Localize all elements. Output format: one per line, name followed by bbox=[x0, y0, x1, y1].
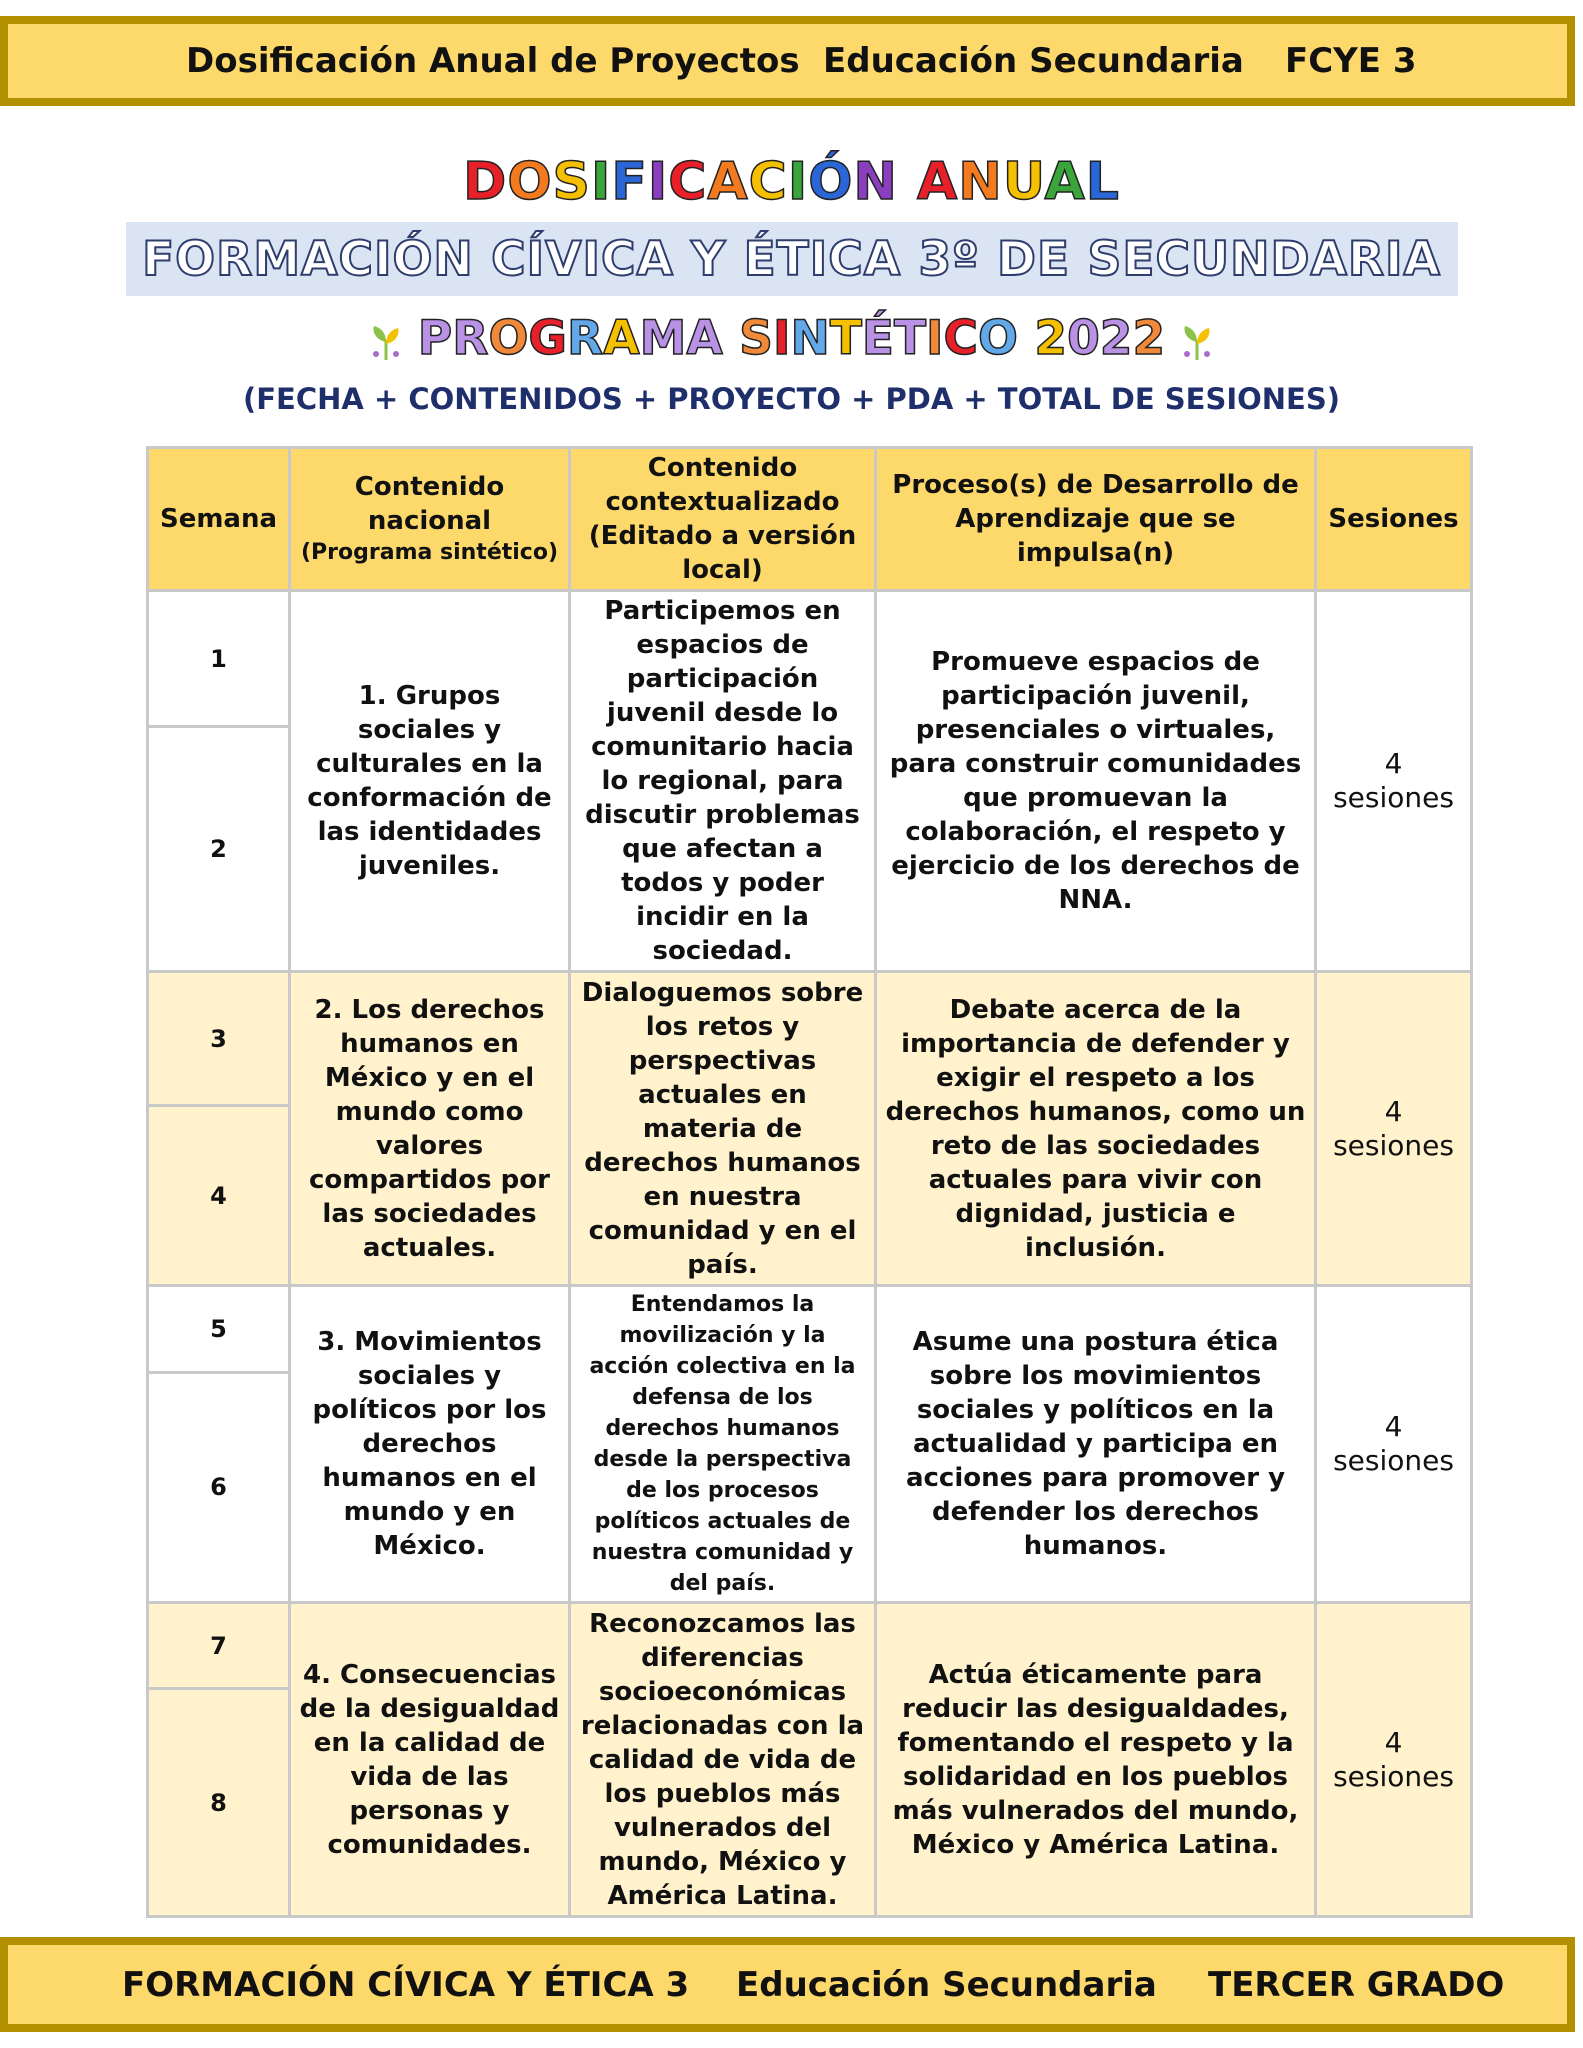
title-letter: L bbox=[1085, 152, 1120, 212]
title-letter: A bbox=[917, 152, 959, 212]
sesiones-label: sesiones bbox=[1333, 1128, 1454, 1162]
title-line1 bbox=[0, 150, 1583, 214]
title-letter: N bbox=[790, 311, 830, 366]
title-letter: O bbox=[488, 311, 529, 366]
pda-cell: Asume una postura ética sobre los movimientos sociales y políticos en la actualidad y participa en acciones para promover y defender los derechos humanos. bbox=[876, 1286, 1316, 1603]
sesiones-count: 4 bbox=[1384, 747, 1403, 780]
title-letter: O bbox=[978, 311, 1019, 366]
sesiones-cell bbox=[1316, 1286, 1472, 1603]
header-semana: Semana bbox=[148, 448, 290, 591]
week-cell: 1 bbox=[148, 591, 290, 727]
title-letter: A bbox=[1044, 152, 1086, 212]
title-letter: Ó bbox=[808, 152, 854, 212]
title-line3 bbox=[0, 304, 1583, 374]
title-letter: 2 bbox=[1099, 311, 1133, 366]
sesiones-count: 4 bbox=[1384, 1410, 1403, 1443]
title-letter: A bbox=[686, 311, 723, 366]
title-letter: C bbox=[748, 152, 788, 212]
title-line2: FORMACIÓN CÍVICA Y ÉTICA 3º DE SECUNDARIA bbox=[142, 231, 1441, 287]
week-cell: 6 bbox=[148, 1372, 290, 1602]
sesiones-count: 4 bbox=[1384, 1725, 1403, 1759]
contenido-nacional-cell: 1. Grupos sociales y culturales en la conformación de las identidades juveniles. bbox=[290, 591, 570, 972]
footer-left: FORMACIÓN CÍVICA Y ÉTICA 3 bbox=[122, 1964, 690, 2005]
title-letter: R bbox=[452, 311, 489, 366]
header-band bbox=[0, 16, 1575, 106]
proyecto-cell: Dialoguemos sobre los retos y perspectivas actuales en materia de derechos humanos en nuestra comunidad y en el país. bbox=[570, 972, 876, 1286]
title-letter bbox=[1018, 311, 1034, 366]
title-letter: N bbox=[958, 152, 1003, 212]
footer-band bbox=[0, 1937, 1575, 2032]
sesiones-cell bbox=[1316, 1603, 1472, 1917]
title-letter: I bbox=[590, 152, 612, 212]
week-cell: 5 bbox=[148, 1286, 290, 1373]
header-contenido-nacional bbox=[290, 448, 570, 591]
title-letter: R bbox=[567, 311, 604, 366]
title-letter bbox=[898, 152, 917, 212]
contenido-nacional-cell: 2. Los derechos humanos en México y en el mundo como valores compartidos por las sociedades actuales. bbox=[290, 972, 570, 1286]
title-letter: U bbox=[1002, 152, 1045, 212]
title-letter: I bbox=[926, 311, 944, 366]
dosification-table bbox=[146, 446, 1473, 1918]
header-pda: Proceso(s) de Desarrollo de Aprendizaje que se impulsa(n) bbox=[876, 448, 1316, 591]
sprout-icon bbox=[366, 322, 406, 362]
title-letter: O bbox=[507, 152, 553, 212]
title-letter: S bbox=[552, 152, 591, 212]
footer-right: TERCER GRADO bbox=[1208, 1964, 1505, 2005]
sesiones-label: sesiones bbox=[1333, 781, 1454, 814]
week-cell: 3 bbox=[148, 972, 290, 1106]
header-center: Educación Secundaria bbox=[823, 41, 1244, 81]
sprout-icon bbox=[1177, 322, 1217, 362]
title-letter: D bbox=[463, 152, 508, 212]
title-letter: F bbox=[611, 152, 648, 212]
proyecto-cell: Reconozcamos las diferencias socioeconómicas relacionadas con la calidad de vida de los pueblos más vulnerados del mundo, México y América Latina. bbox=[570, 1603, 876, 1917]
week-cell: 8 bbox=[148, 1689, 290, 1917]
title-letter: M bbox=[639, 311, 687, 366]
title-letter: 2 bbox=[1034, 311, 1068, 366]
title-letter: C bbox=[668, 152, 708, 212]
pda-cell: Actúa éticamente para reducir las desigualdades, fomentando el respeto y la solidaridad en los pueblos más vulnerados del mundo, México y América Latina. bbox=[876, 1603, 1316, 1917]
contenido-nacional-cell: 4. Consecuencias de la desigualdad en la calidad de vida de las personas y comunidades. bbox=[290, 1603, 570, 1917]
title-letter: A bbox=[707, 152, 749, 212]
header-right: FCYE 3 bbox=[1285, 41, 1417, 81]
title-letter: 0 bbox=[1067, 311, 1100, 366]
week-cell: 7 bbox=[148, 1603, 290, 1689]
sesiones-count: 4 bbox=[1384, 1094, 1403, 1128]
title-letter: T bbox=[829, 311, 862, 366]
sesiones-label: sesiones bbox=[1333, 1444, 1454, 1477]
proyecto-cell: Participemos en espacios de participación juvenil desde lo comunitario hacia lo regional, para discutir problemas que afectan a todos y poder incidir en la sociedad. bbox=[570, 591, 876, 972]
sesiones-cell bbox=[1316, 591, 1472, 972]
title-letter: T bbox=[893, 311, 927, 366]
title-letter: 2 bbox=[1132, 311, 1166, 366]
title-letter: G bbox=[528, 311, 567, 366]
title-line2-box bbox=[126, 222, 1458, 296]
title-letter bbox=[723, 311, 739, 366]
header-sesiones: Sesiones bbox=[1316, 448, 1472, 591]
title-letter: I bbox=[772, 311, 791, 366]
title-letter: É bbox=[861, 311, 894, 366]
week-cell: 4 bbox=[148, 1106, 290, 1286]
title-letter: I bbox=[787, 152, 809, 212]
title-letter: I bbox=[647, 152, 669, 212]
sesiones-label: sesiones bbox=[1333, 1759, 1454, 1793]
title-letter: C bbox=[943, 311, 979, 366]
title-block bbox=[0, 150, 1583, 416]
week-cell: 2 bbox=[148, 727, 290, 972]
title-letter: N bbox=[853, 152, 898, 212]
header-contenido-nacional-label: Contenido nacional bbox=[354, 472, 505, 536]
title-letter: A bbox=[603, 311, 640, 366]
title-line4: (FECHA + CONTENIDOS + PROYECTO + PDA + TOTAL DE SESIONES) bbox=[242, 382, 1340, 416]
pda-cell: Promueve espacios de participación juvenil, presenciales o virtuales, para construir comunidades que promuevan la colaboración, el respeto y ejercicio de los derechos de NNA. bbox=[876, 591, 1316, 972]
title-letter: P bbox=[417, 311, 453, 366]
header-left: Dosificación Anual de Proyectos bbox=[186, 41, 800, 81]
footer-center: Educación Secundaria bbox=[736, 1964, 1157, 2005]
title-letter: S bbox=[739, 311, 773, 366]
header-contenido-nacional-sub: (Programa sintético) bbox=[300, 540, 559, 565]
proyecto-cell: Entendamos la movilización y la acción colectiva en la defensa de los derechos humanos desde la perspectiva de los procesos políticos actuales de nuestra comunidad y del país. bbox=[570, 1286, 876, 1603]
header-contenido-contextualizado: Contenido contextualizado (Editado a versión local) bbox=[570, 448, 876, 591]
sesiones-cell bbox=[1316, 972, 1472, 1286]
contenido-nacional-cell: 3. Movimientos sociales y políticos por los derechos humanos en el mundo y en México. bbox=[290, 1286, 570, 1603]
pda-cell: Debate acerca de la importancia de defender y exigir el respeto a los derechos humanos, como un reto de las sociedades actuales para vivir con dignidad, justicia e inclusión. bbox=[876, 972, 1316, 1286]
